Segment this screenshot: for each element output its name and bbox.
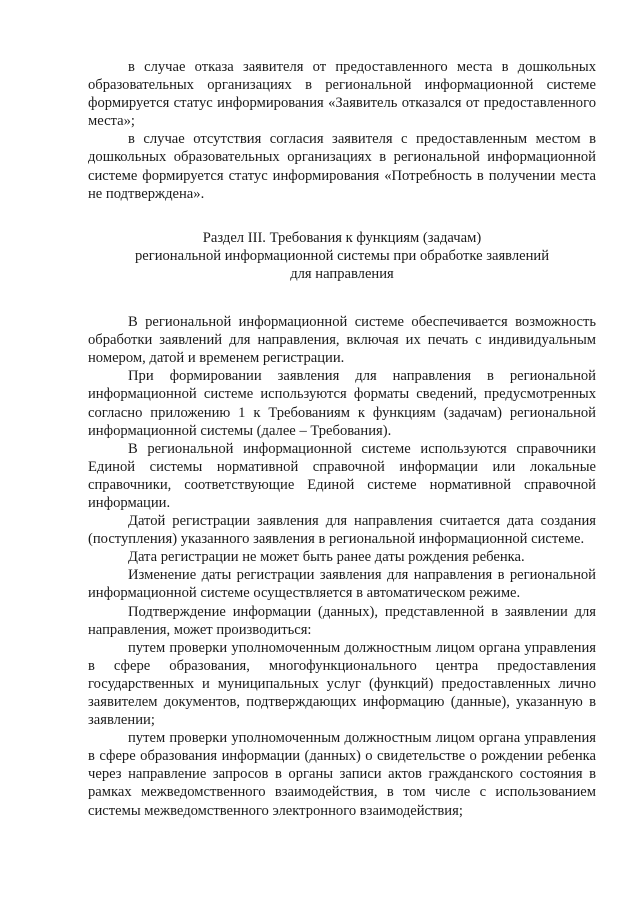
paragraph-confirmation-documents: путем проверки уполномоченным должностным лицом органа управления в сфере образования, многофункционального центра предоставления государственных и муниципальных услуг (функций) предоставленных лично заявителем документов, подтверждающих информацию (данные), указанную в заявлении; <box>88 639 596 729</box>
paragraph-confirmation: Подтверждение информации (данных), представленной в заявлении для направления, может производиться: <box>88 603 596 638</box>
section-heading-line-1: Раздел III. Требования к функциям (задачам) <box>202 229 482 246</box>
paragraph-refusal-status: в случае отказа заявителя от предоставленного места в дошкольных образовательных организациях в региональной информационной системе формируется статус информирования «Заявитель отказался от предоставленного места»; <box>88 59 596 130</box>
section-heading-line-3: для направления <box>290 265 394 282</box>
paragraph-formats: При формировании заявления для направления в региональной информационной системе используются форматы сведений, предусмотренных согласно приложению 1 к Требованиям к функциям (задачам) региональной информационной системы (далее – Требования). <box>88 368 596 439</box>
paragraph-processing: В региональной информационной системе обеспечивается возможность обработки заявлений для направления, включая их печать с индивидуальным номером, датой и временем регистрации. <box>88 314 596 367</box>
section-heading-line-2: региональной информационной системы при обработке заявлений <box>134 247 550 264</box>
paragraph-no-consent-status: в случае отсутствия согласия заявителя с предоставленным местом в дошкольных образовательных организациях в региональной информационной системе формируется статус информирования «Потребность в получении места не подтверждена». <box>88 131 596 202</box>
paragraph-birth-date-rule: Дата регистрации не может быть ранее даты рождения ребенка. <box>128 549 525 566</box>
document-page <box>88 58 596 820</box>
section-heading <box>88 229 596 283</box>
paragraph-registration-date: Датой регистрации заявления для направления считается дата создания (поступления) указанного заявления в региональной информационной системе. <box>88 513 596 548</box>
paragraph-confirmation-requests: путем проверки уполномоченным должностным лицом органа управления в сфере образования информации (данных) о свидетельстве о рождении ребенка через направление запросов в органы записи актов гражданского состояния в рамках межведомственного взаимодействия, в том числе с использованием системы межведомственного электронного взаимодействия; <box>88 730 596 819</box>
paragraph-date-change: Изменение даты регистрации заявления для направления в региональной информационной системе осуществляется в автоматическом режиме. <box>88 567 596 602</box>
paragraph-reference-books: В региональной информационной системе используются справочники Единой системы нормативной справочной информации или локальные справочники, соответствующие Единой системе нормативной справочной информации. <box>88 440 596 511</box>
